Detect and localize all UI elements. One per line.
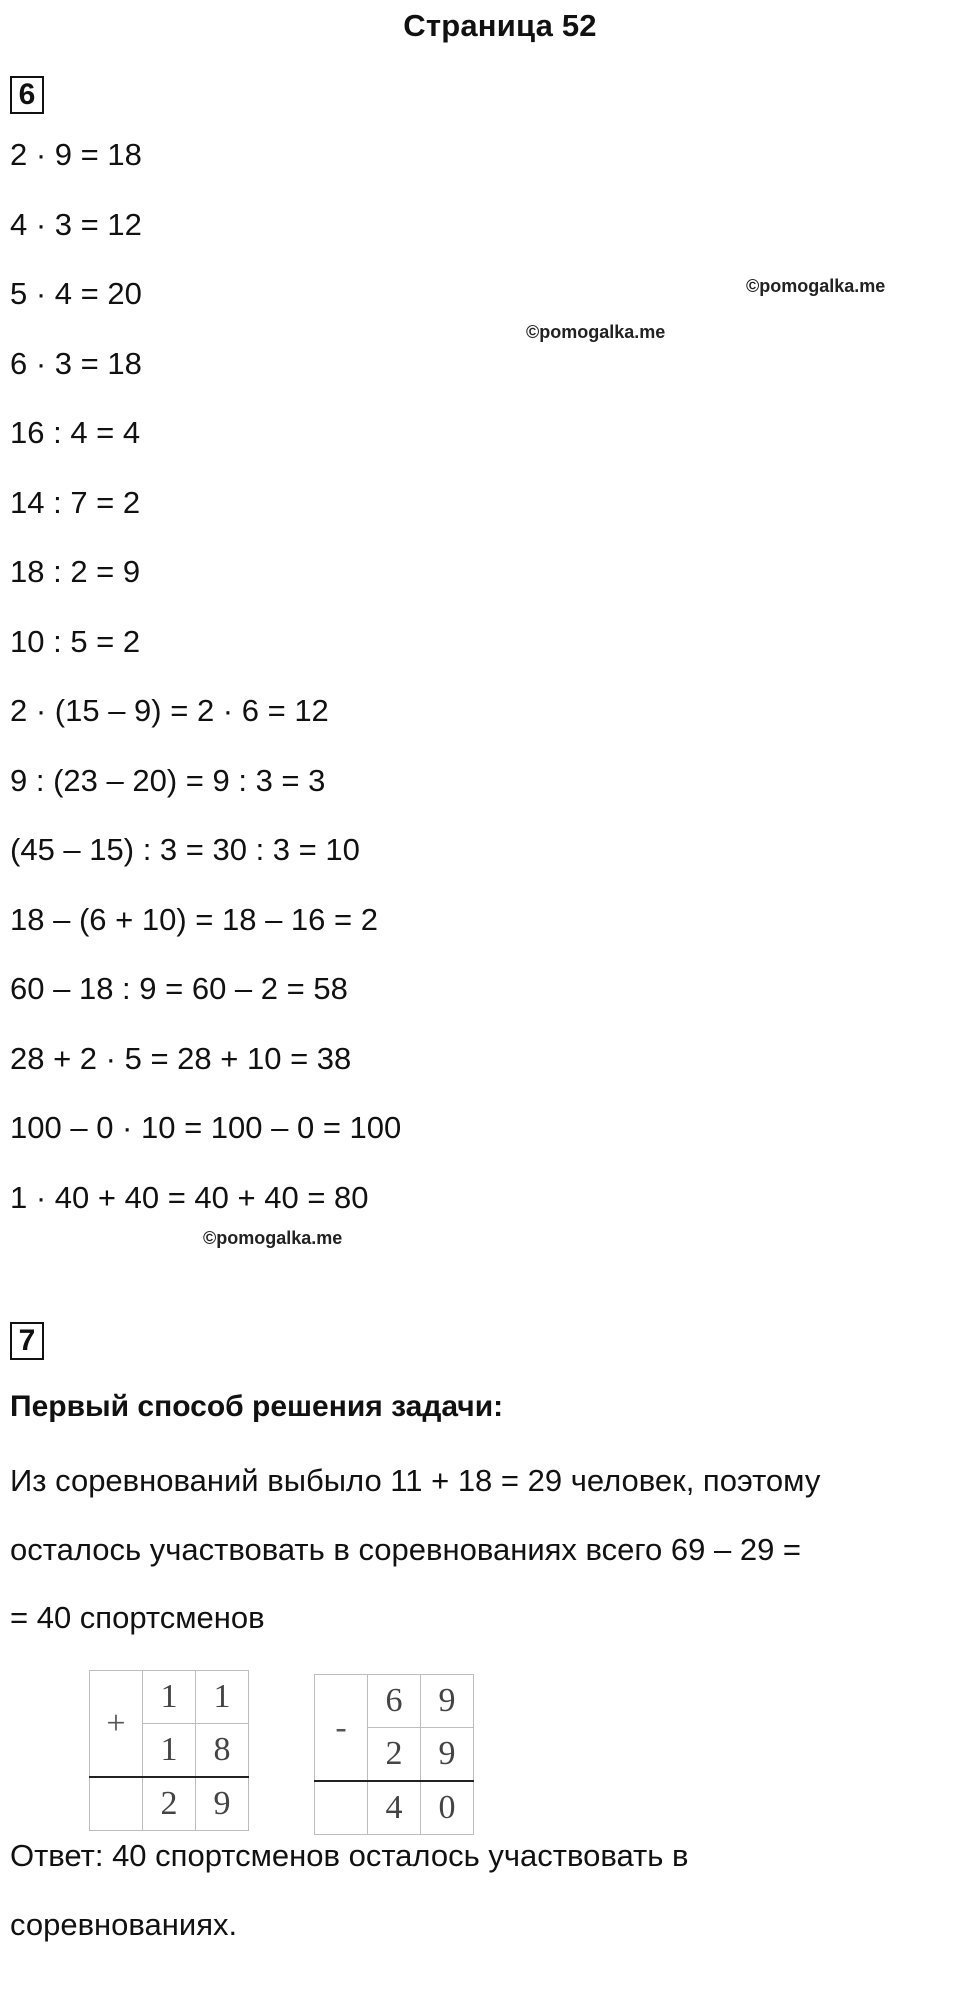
page-title: Страница 52 xyxy=(403,8,597,43)
task-number-6: 6 xyxy=(10,76,44,114)
empty-cell xyxy=(90,1777,143,1831)
empty-cell xyxy=(315,1781,368,1835)
equation: 2 · 9 = 18 xyxy=(10,137,142,172)
equation: 14 : 7 = 2 xyxy=(10,484,141,520)
equation: 16 : 4 = 4 xyxy=(10,415,141,450)
digit: 1 xyxy=(196,1671,249,1724)
equation: 60 – 18 : 9 = 60 – 2 = 58 xyxy=(10,971,348,1006)
digit: 1 xyxy=(143,1724,196,1778)
solution-text-line: = 40 спортсменов xyxy=(10,1600,265,1635)
answer-text-line: соревнованиях. xyxy=(10,1907,238,1942)
equation: 100 – 0 · 10 = 100 – 0 = 100 xyxy=(10,1110,402,1145)
result-digit: 9 xyxy=(196,1777,249,1831)
subtraction-column-calc xyxy=(314,1674,474,1835)
watermark: ©pomogalka.me xyxy=(526,322,666,342)
equation-list xyxy=(10,138,401,1250)
answer-text-line: Ответ: 40 спортсменов осталось участвовать в xyxy=(10,1838,689,1873)
equation: 1 · 40 + 40 = 40 + 40 = 80 xyxy=(10,1179,369,1215)
digit: 1 xyxy=(143,1671,196,1724)
addition-column-calc xyxy=(89,1670,249,1831)
equation: 6 · 3 = 18 xyxy=(10,345,142,381)
equation: 4 · 3 = 12 xyxy=(10,206,142,242)
equation: 2 · (15 – 9) = 2 · 6 = 12 xyxy=(10,693,329,728)
result-digit: 4 xyxy=(368,1781,421,1835)
digit: 2 xyxy=(368,1728,421,1782)
equation: 18 – (6 + 10) = 18 – 16 = 2 xyxy=(10,901,378,937)
solution-text-line: Из соревнований выбыло 11 + 18 = 29 человек, поэтому xyxy=(10,1463,821,1498)
equation: 10 : 5 = 2 xyxy=(10,623,141,659)
equation: 18 : 2 = 9 xyxy=(10,554,141,589)
solution-heading: Первый способ решения задачи: xyxy=(10,1390,504,1423)
watermark: ©pomogalka.me xyxy=(746,276,886,296)
digit: 9 xyxy=(421,1728,474,1782)
equation: 28 + 2 · 5 = 28 + 10 = 38 xyxy=(10,1040,352,1076)
equation: (45 – 15) : 3 = 30 : 3 = 10 xyxy=(10,832,360,867)
plus-sign: + xyxy=(90,1671,143,1778)
digit: 8 xyxy=(196,1724,249,1778)
equation: 5 · 4 = 20 xyxy=(10,276,142,311)
minus-sign: - xyxy=(315,1675,368,1782)
digit: 9 xyxy=(421,1675,474,1728)
task-number-7: 7 xyxy=(10,1322,44,1360)
equation: 9 : (23 – 20) = 9 : 3 = 3 xyxy=(10,762,326,798)
result-digit: 0 xyxy=(421,1781,474,1835)
solution-text-line: осталось участвовать в соревнованиях всего 69 – 29 = xyxy=(10,1532,802,1567)
digit: 6 xyxy=(368,1675,421,1728)
watermark: ©pomogalka.me xyxy=(203,1228,343,1248)
result-digit: 2 xyxy=(143,1777,196,1831)
